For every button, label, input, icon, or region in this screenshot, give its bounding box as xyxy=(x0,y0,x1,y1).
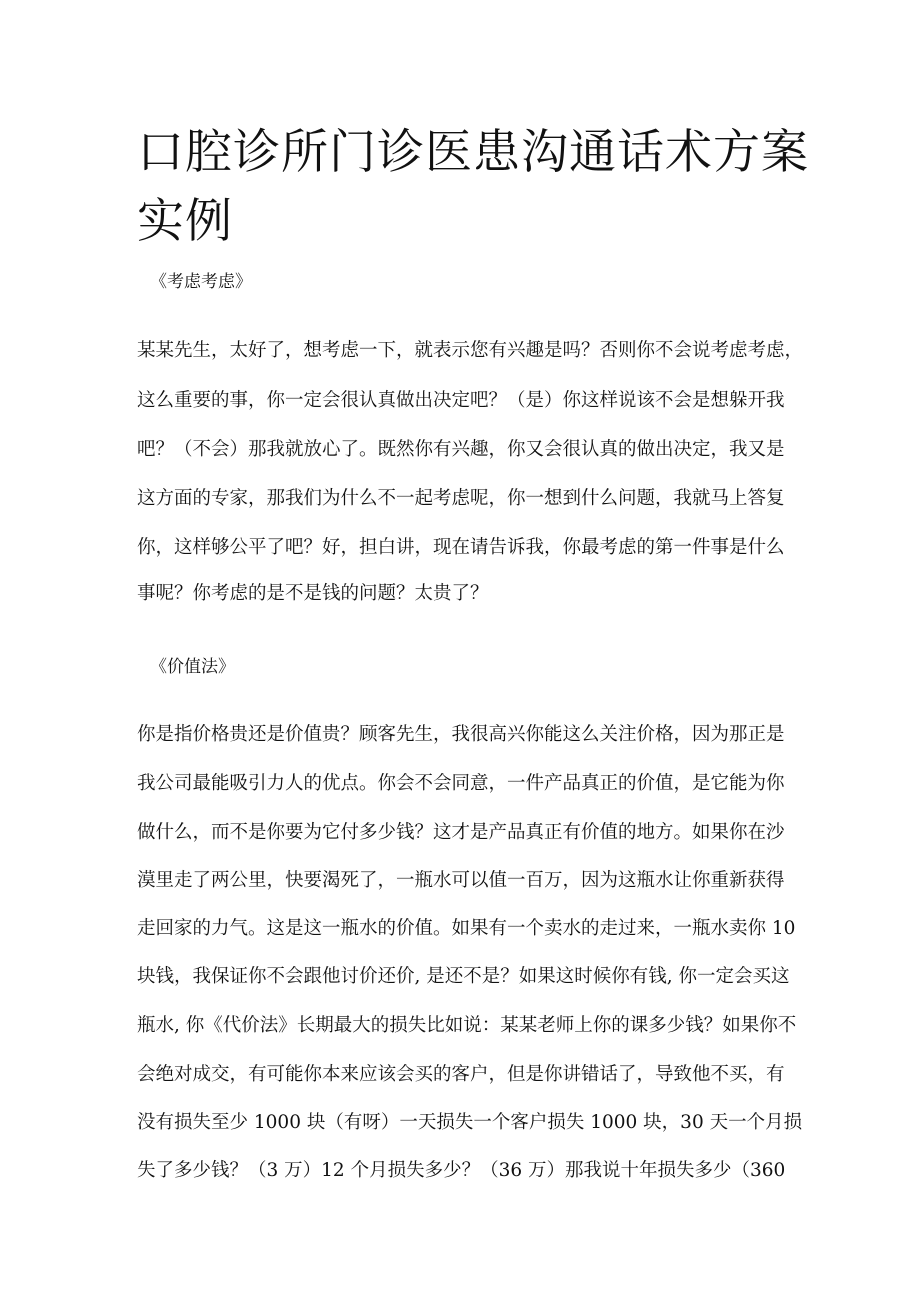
paragraph-line: 块钱，我保证你不会跟他讨价还价, 是还不是？如果这时候你有钱, 你一定会买这 xyxy=(137,966,790,987)
paragraph-line: 瓶水, 你《代价法》长期最大的损失比如说：某某老师上你的课多少钱？如果你不 xyxy=(137,1015,797,1036)
section-heading-value: 《价值法》 xyxy=(150,657,235,677)
section-heading-consider: 《考虑考虑》 xyxy=(150,272,252,292)
paragraph-line: 吧？（不会）那我就放心了。既然你有兴趣，你又会很认真的做出决定，我又是 xyxy=(137,439,785,460)
paragraph-line: 事呢？你考虑的是不是钱的问题？太贵了？ xyxy=(137,583,489,604)
paragraph-line: 漠里走了两公里，快要渴死了，一瓶水可以值一百万，因为这瓶水让你重新获得 xyxy=(137,870,785,891)
paragraph-line: 失了多少钱？（3 万）12 个月损失多少？（36 万）那我说十年损失多少（360 xyxy=(137,1160,786,1181)
page-title: 口腔诊所门诊医患沟通话术方案实例 xyxy=(137,125,809,249)
paragraph-line: 做什么，而不是你要为它付多少钱？这才是产品真正有价值的地方。如果你在沙 xyxy=(137,822,785,843)
paragraph-line: 这么重要的事，你一定会很认真做出决定吧？（是）你这样说该不会是想躲开我 xyxy=(137,390,785,411)
paragraph-line: 你是指价格贵还是价值贵？顾客先生，我很高兴你能这么关注价格，因为那正是 xyxy=(137,724,785,745)
paragraph-line: 我公司最能吸引力人的优点。你会不会同意，一件产品真正的价值，是它能为你 xyxy=(137,773,785,794)
paragraph-line: 这方面的专家，那我们为什么不一起考虑呢，你一想到什么问题，我就马上答复 xyxy=(137,488,785,509)
paragraph-line: 走回家的力气。这是这一瓶水的价值。如果有一个卖水的走过来，一瓶水卖你 10 xyxy=(137,918,796,939)
paragraph-line: 没有损失至少 1000 块（有呀）一天损失一个客户损失 1000 块，30 天一个月损 xyxy=(137,1112,803,1133)
paragraph-line: 某某先生，太好了，想考虑一下，就表示您有兴趣是吗？否则你不会说考虑考虑， xyxy=(137,340,804,361)
paragraph-line: 会绝对成交，有可能你本来应该会买的客户，但是你讲错话了，导致他不买，有 xyxy=(137,1064,785,1085)
paragraph-line: 你，这样够公平了吧？好，担白讲，现在请告诉我，你最考虑的第一件事是什么 xyxy=(137,537,785,558)
